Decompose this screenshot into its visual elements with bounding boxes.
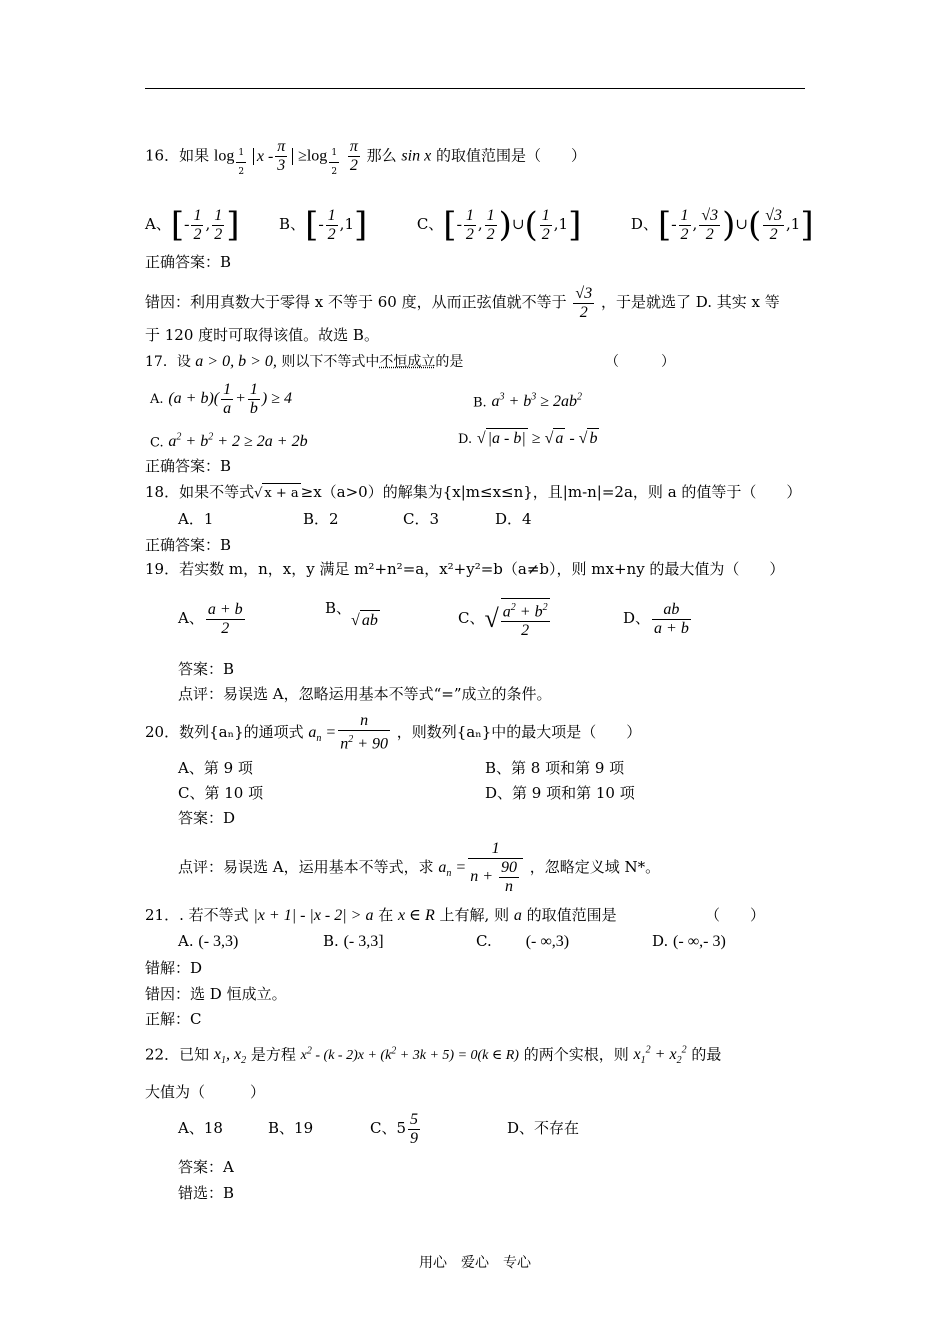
q19-comment: 点评：易误选 A，忽略运用基本不等式“=”成立的条件。 <box>178 685 552 703</box>
q19-option-a: A、 $\frac{a + b}{2}$ <box>178 600 243 637</box>
q21-reason: 错因：选 D 恒成立。 <box>145 985 287 1003</box>
q16-option-b: B、[- $\frac{1}{2}$ ,1] <box>279 205 368 245</box>
q16-option-a: A、[- $\frac{1}{2}$ , $\frac{1}{2}$ ] <box>145 205 240 245</box>
page-footer: 用心 爱心 专心 <box>419 1255 531 1271</box>
header-rule <box>145 88 805 89</box>
q20-option-d: D、第 9 项和第 10 项 <box>485 784 635 802</box>
q18-option-a: A．1 <box>178 510 214 528</box>
q22-wrong: 错选：B <box>178 1184 235 1202</box>
q16-options <box>145 202 814 247</box>
q20-comment: 点评：易误选 A，运用基本不等式，求 $a_n$ = 1 n + $\frac{90}{n}$ ，忽略定义域 N*。 <box>178 840 661 895</box>
q19-option-d: D、 $\frac{ab}{a + b}$ <box>623 600 689 637</box>
q22-option-d: D、不存在 <box>507 1119 580 1137</box>
q16-error-line2: 于 120 度时可取得该值。故选 B。 <box>145 326 379 344</box>
q17-bracket: （ ） <box>605 354 675 370</box>
q17-answer: 正确答案：B <box>145 457 232 475</box>
q21-option-a: A. (- 3,3) <box>178 932 239 950</box>
q19-stem: 19．若实数 m，n，x，y 满足 m²+n²=a，x²+y²=b（a≠b），则 mx+ny 的最大值为（ ） <box>145 560 785 578</box>
q21-option-b: B. (- 3,3] <box>323 932 384 950</box>
q16-stem: 16．如果 log $_{\frac{1}{2}}$ x - $\frac{\pi}{3}$ ≥log $_{\frac{1}{2}}$ $\frac{\pi}{2}$ 那么 sin x 的取值范围是（ ） <box>145 138 586 177</box>
q17-stem: 17．设 a > 0, b > 0, 则以下不等式中不恒成立的是 <box>145 353 464 370</box>
q22-stem-line2: 大值为（ ） <box>145 1083 266 1101</box>
q20-option-b: B、第 8 项和第 9 项 <box>485 759 625 777</box>
q22-option-a: A、18 <box>178 1119 223 1137</box>
q22-option-c: C、5 $\frac{5}{9}$ <box>370 1110 419 1147</box>
q20-option-a: A、第 9 项 <box>178 759 253 777</box>
q21-option-c: C. (- ∞,3) <box>476 932 570 950</box>
q16-error-line1: 错因：利用真数大于零得 x 不等于 60 度，从而正弦值就不等于 $\frac{√3}{2}$ ，于是就选了 D. 其实 x 等 <box>145 284 780 321</box>
q16-answer: 正确答案：B <box>145 253 232 271</box>
q19-option-c: C、√ $\frac{a^2 + b^2}{2}$ <box>458 596 552 641</box>
q21-option-d: D. (- ∞,- 3) <box>652 932 726 950</box>
q18-answer: 正确答案：B <box>145 536 232 554</box>
q22-stem: 22．已知 $x_1$, $x_2$ 是方程 $x^2 - (k - 2)x + (k^2 + 3k + 5) = 0(k$ ∈ R) 的两个实根，则 $x_1^2 + x_2^2$ 的最 <box>145 1045 722 1067</box>
q17-option-c: C. $a^2 + b^2 + 2 \ge 2a + 2b$ <box>150 432 308 451</box>
q22-option-b: B、19 <box>268 1119 314 1137</box>
q18-option-b: B．2 <box>303 510 339 528</box>
q21-stem: 21．. 若不等式 |x + 1| - |x - 2| > a 在 x ∈ R 上有解, 则 a 的取值范围是 <box>145 906 617 924</box>
q16-option-d: D、[- $\frac{1}{2}$ , $\frac{√3}{2}$ )∪( $\frac{√3}{2}$ ,1] <box>630 205 814 245</box>
q20-answer: 答案：D <box>178 809 236 827</box>
q17-option-a: A. (a + b)( $\frac{1}{a}$ + $\frac{1}{b}$ ) ≥ 4 <box>150 380 292 417</box>
q20-stem: 20．数列{aₙ}的通项式 $a_n$ = $\frac{n}{n^2 + 90}$ ，则数列{aₙ}中的最大项是（ ） <box>145 712 642 753</box>
q22-answer: 答案：A <box>178 1158 234 1176</box>
q20-option-c: C、第 10 项 <box>178 784 264 802</box>
q18-stem: 18．如果不等式√ x + a ≥x（a>0）的解集为{x|m≤x≤n}，且|m-n|=2a，则 a 的值等于（ ） <box>145 482 801 504</box>
q17-option-b: B. $a^3 + b^3 \ge 2ab^2$ <box>473 392 583 411</box>
q16-option-c: C、[- $\frac{1}{2}$ , $\frac{1}{2}$ )∪( $\frac{1}{2}$ ,1] <box>416 205 582 245</box>
q18-option-d: D．4 <box>495 510 532 528</box>
q21-bracket: （ ） <box>705 906 766 924</box>
q18-option-c: C．3 <box>403 510 440 528</box>
q21-wrong: 错解：D <box>145 959 203 977</box>
q21-correct: 正解：C <box>145 1010 202 1028</box>
q19-answer: 答案：B <box>178 660 235 678</box>
q19-option-b: B、√ ab <box>325 599 378 629</box>
q17-option-d: D. √ |a - b| ≥ √ a - √ b <box>458 430 598 447</box>
